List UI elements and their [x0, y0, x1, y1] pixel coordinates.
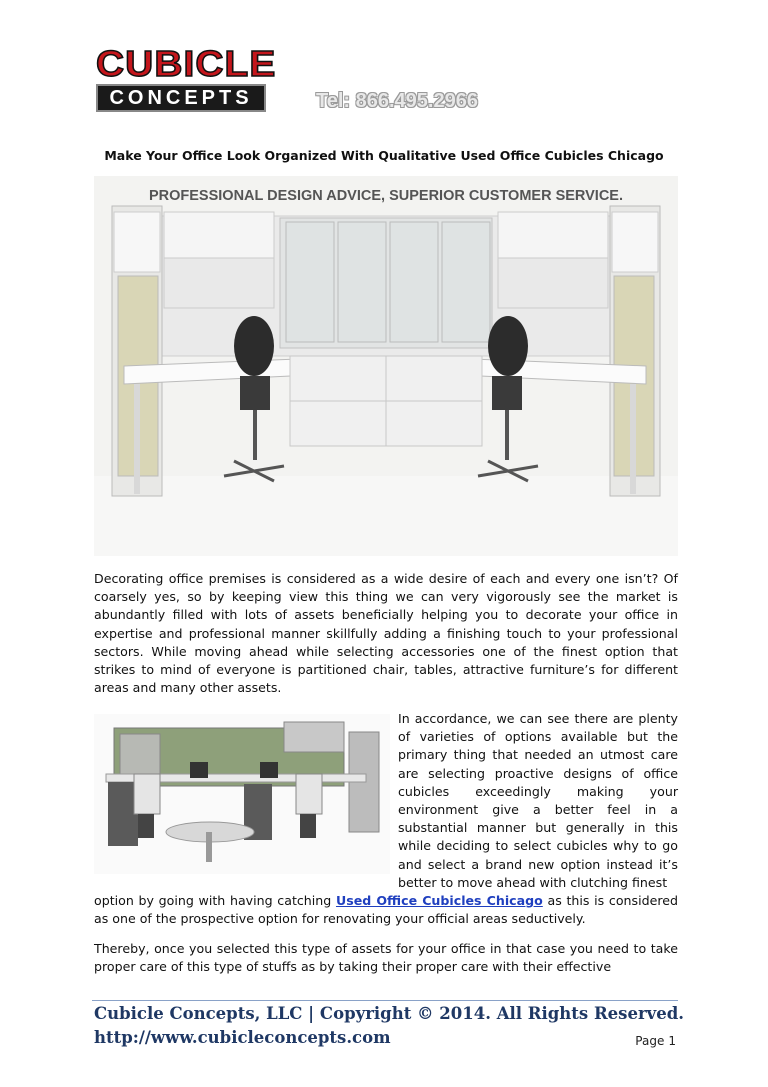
footer-copyright: Cubicle Concepts, LLC | Copyright © 2014. All Rights Reserved.: [94, 1004, 685, 1023]
office-workstation-image: [94, 714, 390, 874]
footer-website: http://www.cubicleconcepts.com: [94, 1028, 391, 1047]
hero-illustration: [94, 176, 678, 556]
paragraph-3-end: as this is considered as one of the prospective option for renovating your official areas seductively.: [94, 893, 678, 927]
hero-office-cubicle-image: [94, 176, 678, 556]
paragraph-2: In accordance, we can see there are plenty of varieties of options available but the primary thing that needed an utmost care are selecting proactive designs of office cubicles exceedingly making your environment give a better feel in a substantial manner but generally in this while deciding to select cubicles why to go and select a brand new option instead it’s better to move ahead with clutching finest: [398, 711, 678, 890]
hero-caption: PROFESSIONAL DESIGN ADVICE, SUPERIOR CUSTOMER SERVICE.: [148, 188, 624, 204]
paragraph-3: [94, 892, 678, 928]
telephone-number: Tel: 866.495.2966: [316, 90, 478, 112]
footer-divider: [92, 1000, 678, 1001]
document-title: Make Your Office Look Organized With Qualitative Used Office Cubicles Chicago: [104, 148, 664, 163]
page-number-value: 1: [668, 1034, 676, 1048]
company-logo: [96, 43, 277, 112]
logo-text-concepts: CONCEPTS: [96, 84, 266, 112]
used-office-cubicles-link[interactable]: Used Office Cubicles Chicago: [335, 893, 543, 908]
paragraph-1: Decorating office premises is considered as a wide desire of each and every one isn’t? Of coarsely yes, so by keeping view this thing we can very vigorously see the market is abundantly filled with lots of assets beneficially helping you to decorate your office in expertise and professional manner skillfully adding a finishing touch to your professional sectors. While moving ahead while selecting accessories one of the finest option that strikes to mind of everyone is partitioned chair, tables, attractive furniture’s for different areas and many other assets.: [94, 571, 678, 696]
paragraph-4: Thereby, once you selected this type of assets for your office in that case you need to take proper care of this type of stuffs as by taking their proper care with their effective: [94, 941, 678, 975]
workstation-illustration: [94, 714, 390, 874]
page-number: [631, 1034, 676, 1048]
page-label: Page: [635, 1034, 665, 1048]
logo-text-cubicle: CUBICLE: [96, 43, 277, 84]
paragraph-3-start: option by going with having catching: [94, 893, 336, 908]
